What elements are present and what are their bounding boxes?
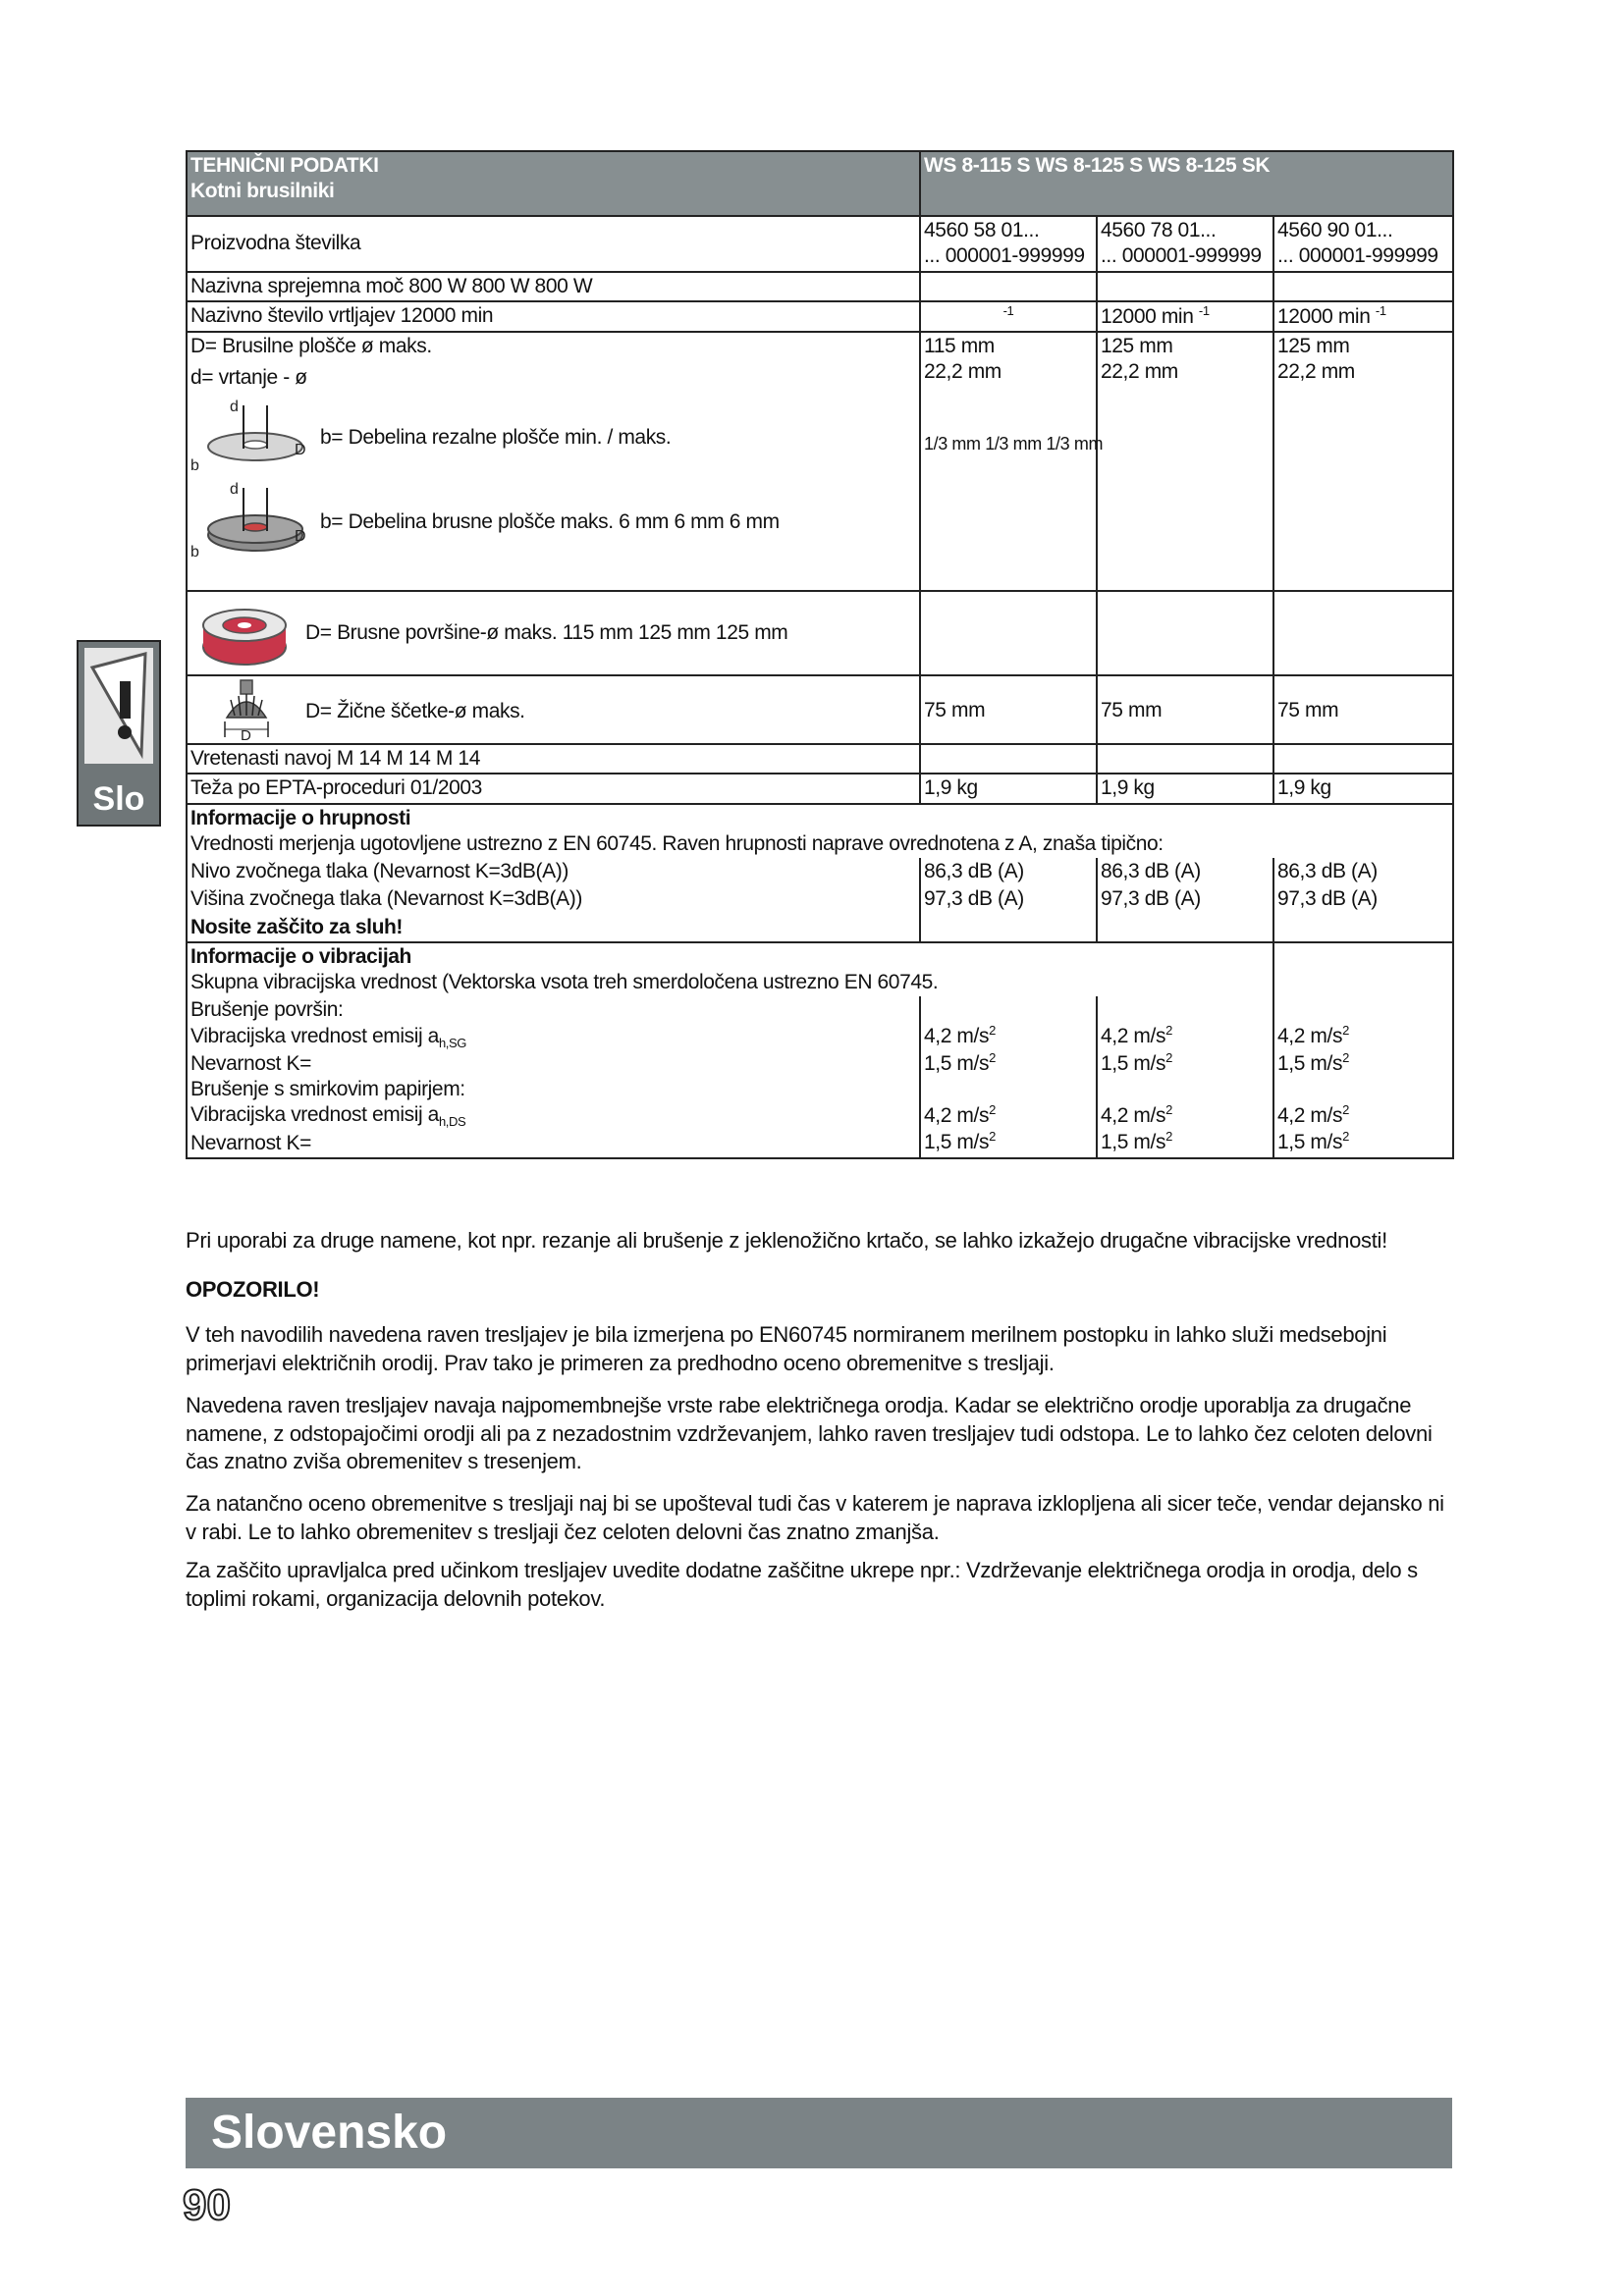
weight-3: 1,9 kg [1273,774,1453,803]
svg-text:D: D [295,527,306,545]
svg-text:d: d [230,398,239,415]
svg-text:D: D [295,441,306,458]
vibration-title-row [187,942,1453,997]
table-row [187,301,1453,332]
sound-power-2: 97,3 dB (A) [1097,885,1273,913]
table-title: TEHNIČNI PODATKI [190,154,379,177]
page-number: 90 [183,2181,231,2229]
noise-title-row [187,804,1453,859]
table-row [187,272,1453,301]
table-row [187,996,1453,1157]
disc-bore-col-3: 125 mm 22,2 mm [1273,332,1453,591]
sound-power-3: 97,3 dB (A) [1273,885,1453,913]
table-row [187,914,1453,942]
table-row [187,591,1453,675]
sound-pressure-2: 86,3 dB (A) [1097,858,1273,885]
wire-brush-2: 75 mm [1097,675,1273,744]
rated-speed-label: Nazivno število vrtljajev 12000 min [187,301,920,332]
weight-2: 1,9 kg [1097,774,1273,803]
rated-speed-2: 12000 min $^{-1}$ [1097,301,1273,332]
rated-speed-3: 12000 min $^{-1}$ [1273,301,1453,332]
vibration-note: Pri uporabi za druge namene, kot npr. rezanje ali brušenje z jeklenožično krtačo, se lahko izkažejo drugačne vibracijske vrednosti! [186,1228,1387,1253]
side-tab-language: Slo [92,780,145,818]
models-header: WS 8-115 S WS 8-125 S WS 8-125 SK [920,151,1453,216]
sanding-cell [187,591,920,675]
footer-language: Slovensko [211,2107,448,2159]
uncertainty-ds-label: Nevarnost K= [190,1131,312,1154]
sound-pressure-label: Nivo zvočnega tlaka (Nevarnost K=3dB(A)) [187,858,920,885]
emission-ds-label: Vibracijska vrednost emisij $a_{h,DS}$ [190,1103,466,1130]
emission-sg-label: Vibracijska vrednost emisij $a_{h,SG}$ [190,1024,466,1050]
table-row [187,885,1453,913]
table-row [187,332,1453,591]
sanding-diameter-label: D= Brusne površine-ø maks. 115 mm 125 mm 125 mm [305,621,788,644]
vibration-col-1: 4,2 $m/s^2$ 1,5 $m/s^2$ 4,2 $m/s^2$ 1,5 $m/s^2$ [920,996,1097,1157]
footer-language-bar [186,2098,1452,2168]
hearing-protection-note: Nosite zaščito za sluh! [187,914,920,942]
warning-paragraph-1: V teh navodilih navedena raven tresljajev je bila izmerjena po EN60745 normiranem merilnem postopku in lahko služi medsebojni primerjavi električnih orodij. Prav tako je primeren za predhodno oceno obremenitve s tresljaji. [186,1322,1387,1375]
language-side-tab [77,640,161,827]
vibration-col-2: 4,2 $m/s^2$ 1,5 $m/s^2$ 4,2 $m/s^2$ 1,5 $m/s^2$ [1097,996,1273,1157]
surface-grinding-label: Brušenje površin: [190,998,344,1022]
wire-brush-label: D= Žične ščetke-ø maks. [305,700,525,722]
sound-power-1: 97,3 dB (A) [920,885,1097,913]
table-row [187,216,1453,272]
cutting-disc-icon [190,398,312,476]
wire-brush-icon [217,678,276,741]
grinding-disc-icon [190,480,312,562]
warning-paragraph-4: Za zaščito upravljalca pred učinkom tresljajev uvedite dodatne zaščitne ukrepe npr.: Vzdrževanje električnega orodja in orodja, delo s toplimi rokami, organizacija delovnih potekov. [186,1558,1418,1611]
weight-1: 1,9 kg [920,774,1097,803]
svg-text:D: D [241,727,251,741]
weight-label: Teža po EPTA-proceduri 01/2003 [187,774,920,803]
warning-box [84,648,153,764]
wire-brush-3: 75 mm [1273,675,1453,744]
cut-thickness-values: 1/3 mm 1/3 mm 1/3 mm [924,433,1104,454]
sound-pressure-1: 86,3 dB (A) [920,858,1097,885]
disc-bore-col-1: 115 mm 22,2 mm 1/3 mm 1/3 mm 1/3 mm [920,332,1097,591]
product-number-2: 4560 78 01... ... 000001-999999 [1097,216,1273,272]
sound-power-label: Višina zvočnega tlaka (Nevarnost K=3dB(A)) [187,885,920,913]
disc-bore-cell: D= Brusilne plošče ø maks. d= vrtanje - ø d b D b= Debelina rezalne plošče min. / maks. d b D b= Debelina brusne plošče maks. 6 mm 6 mm 6 mm [187,332,920,591]
table-row [187,774,1453,803]
noise-description: Vrednosti merjenja ugotovljene ustrezno z EN 60745. Raven hrupnosti naprave ovrednotena z A, znaša tipično: [190,831,1164,855]
uncertainty-sg-label: Nevarnost K= [190,1051,312,1075]
cut-thickness-label: b= Debelina rezalne plošče min. / maks. [320,425,672,449]
table-subtitle: Kotni brusilniki [190,180,335,203]
disc-bore-col-2: 125 mm 22,2 mm [1097,332,1273,591]
vibration-description: Skupna vibracijska vrednost (Vektorska vsota treh smerdoločena ustrezno EN 60745. [190,971,939,993]
technical-data-table [186,150,1454,1159]
spindle-thread-label: Vretenasti navoj M 14 M 14 M 14 [187,744,920,774]
table-title-cell [187,151,920,216]
product-number-1: 4560 58 01... ... 000001-999999 [920,216,1097,272]
vibration-col-3: 4,2 $m/s^2$ 1,5 $m/s^2$ 4,2 $m/s^2$ 1,5 $m/s^2$ [1273,996,1453,1157]
warning-paragraph-2: Navedena raven tresljajev navaja najpomembnejše vrste rabe električnega orodja. Kadar se električno orodje uporablja za drugačne namene, z odstopajočimi orodji ali pa z nezadostnim vzdrževanjem, lahko raven tresljajev tudi odstopa. Le to lahko čez celoten delovni čas znatno zviša obremenitev s tresenjem. [186,1393,1433,1474]
warning-paragraph-3: Za natančno oceno obremenitve s tresljaji naj bi se upošteval tudi čas v katerem je naprava izklopljena ali sicer teče, vendar dejansko ni v rabi. Le to lahko obremenitev s tresljaji čez celoten delovni čas znatno zmanjša. [186,1491,1444,1544]
product-number-3: 4560 90 01... ... 000001-999999 [1273,216,1453,272]
product-number-label: Proizvodna številka [187,216,920,272]
vibration-title: Informacije o vibracijah [190,944,411,968]
svg-text:d: d [230,480,239,498]
sound-pressure-3: 86,3 dB (A) [1273,858,1453,885]
sanding-pad-icon [195,596,294,674]
rated-speed-1: -1 [920,301,1097,332]
table-row [187,858,1453,885]
rated-power-label: Nazivna sprejemna moč 800 W 800 W 800 W [187,272,920,301]
warning-triangle-icon [84,648,153,764]
warning-title: OPOZORILO! [186,1277,320,1302]
table-row [187,675,1453,744]
grind-thickness-label: b= Debelina brusne plošče maks. 6 mm 6 mm 6 mm [320,509,780,533]
svg-text:b: b [190,543,199,561]
table-row [187,744,1453,774]
noise-title: Informacije o hrupnosti [190,806,411,829]
table-header-row [187,151,1453,216]
sanding-paper-label: Brušenje s smirkovim papirjem: [190,1078,465,1101]
wire-brush-cell [187,675,920,744]
svg-text:b: b [190,456,199,474]
wire-brush-1: 75 mm [920,675,1097,744]
